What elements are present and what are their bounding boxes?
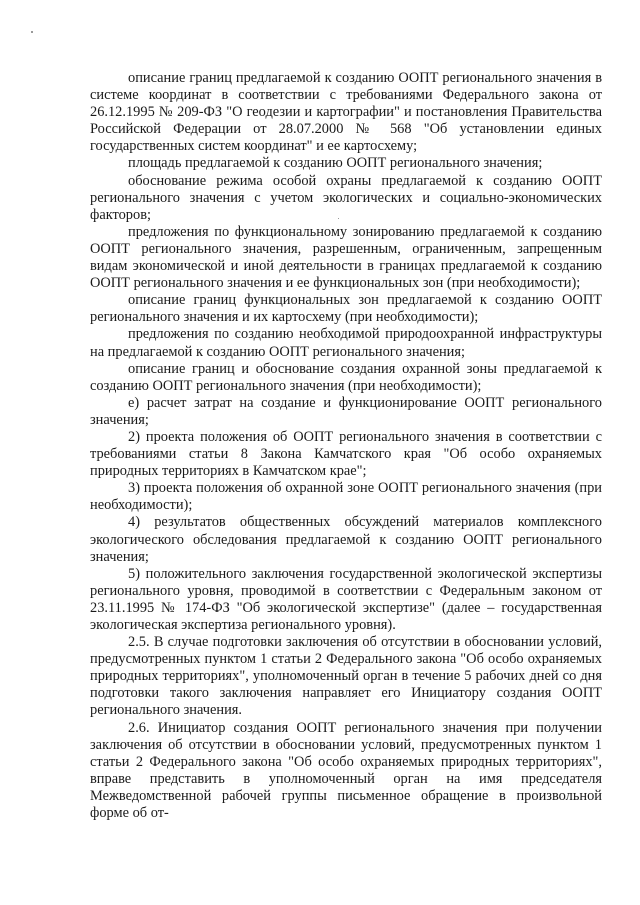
paragraph-section-2-5: 2.5. В случае подготовки заключения об отсутствии в обосновании условий, предусмотренных пунктом 1 статьи 2 Федерального закона "Об особо охраняемых природных территориях", уполномоченный орган в течение 5 рабочих дней со дня подготовки такого заключения направляет его Инициатору создания ООПТ регионального значения.: [90, 634, 602, 719]
paragraph-ecological-expertise: 5) положительного заключения государственной экологической экспертизы регионального уровня, проводимой в соответствии с Федеральным законом от 23.11.1995 № 174-ФЗ "Об экологической экспертизе" (далее – государственная экологическая экспертиза регионального уровня).: [90, 565, 602, 633]
paragraph-cost-calculation: е) расчет затрат на создание и функционирование ООПТ регионального значения;: [90, 394, 602, 428]
paragraph-zone-boundaries: описание границ функциональных зон предлагаемой к созданию ООПТ регионального значения и их картосхему (при необходимости);: [90, 292, 602, 326]
paragraph-infrastructure: предложения по созданию необходимой природоохранной инфраструктуры на предлагаемой к созданию ООПТ регионального значения;: [90, 326, 602, 360]
paragraph-regulation-draft: 2) проекта положения об ООПТ регионального значения в соответствии с требованиями статьи 8 Закона Камчатского края "Об особо охраняемых природных территориях в Камчатском крае";: [90, 428, 602, 480]
document-body: [90, 70, 602, 822]
scan-speck: [31, 31, 33, 33]
paragraph-area: площадь предлагаемой к созданию ООПТ регионального значения;: [128, 155, 543, 172]
paragraph-buffer-zone-regulation: 3) проекта положения об охранной зоне ООПТ регионального значения (при необходимости);: [90, 480, 602, 514]
paragraph-functional-zoning: предложения по функциональному зонированию предлагаемой к созданию ООПТ регионального значения, разрешенным, ограниченным, запрещенным видам экономической и иной деятельности в границах предлагаемой к созданию ООПТ регионального значения и ее функциональных зон (при необходимости);: [90, 223, 602, 292]
paragraph-buffer-zone: описание границ и обоснование создания охранной зоны предлагаемой к созданию ООПТ регионального значения (при необходимости);: [90, 360, 602, 394]
paragraph-coordinates-description: описание границ предлагаемой к созданию ООПТ регионального значения в системе координат в соответствии с требованиями Федерального закона от 26.12.1995 № 209-ФЗ "О геодезии и картографии" и постановления Правительства Российской Федерации от 28.07.2000 № 568 "Об установлении единых государственных систем координат" и ее картосхему;: [90, 70, 602, 155]
paragraph-public-hearings: 4) результатов общественных обсуждений материалов комплексного экологического обследования предлагаемой к созданию ООПТ регионального значения;: [90, 514, 602, 565]
paragraph-section-2-6: 2.6. Инициатор создания ООПТ регионального значения при получении заключения об отсутствии в обосновании условий, предусмотренных пунктом 1 статьи 2 Федерального закона "Об особо охраняемых природных территориях", вправе представить в уполномоченный орган на имя председателя Межведомственной рабочей группы письменное обращение в произвольной форме об от-: [90, 719, 602, 822]
paragraph-protection-regime: обоснование режима особой охраны предлагаемой к созданию ООПТ регионального значения с учетом экологических и социально-экономических факторов;: [90, 172, 602, 223]
